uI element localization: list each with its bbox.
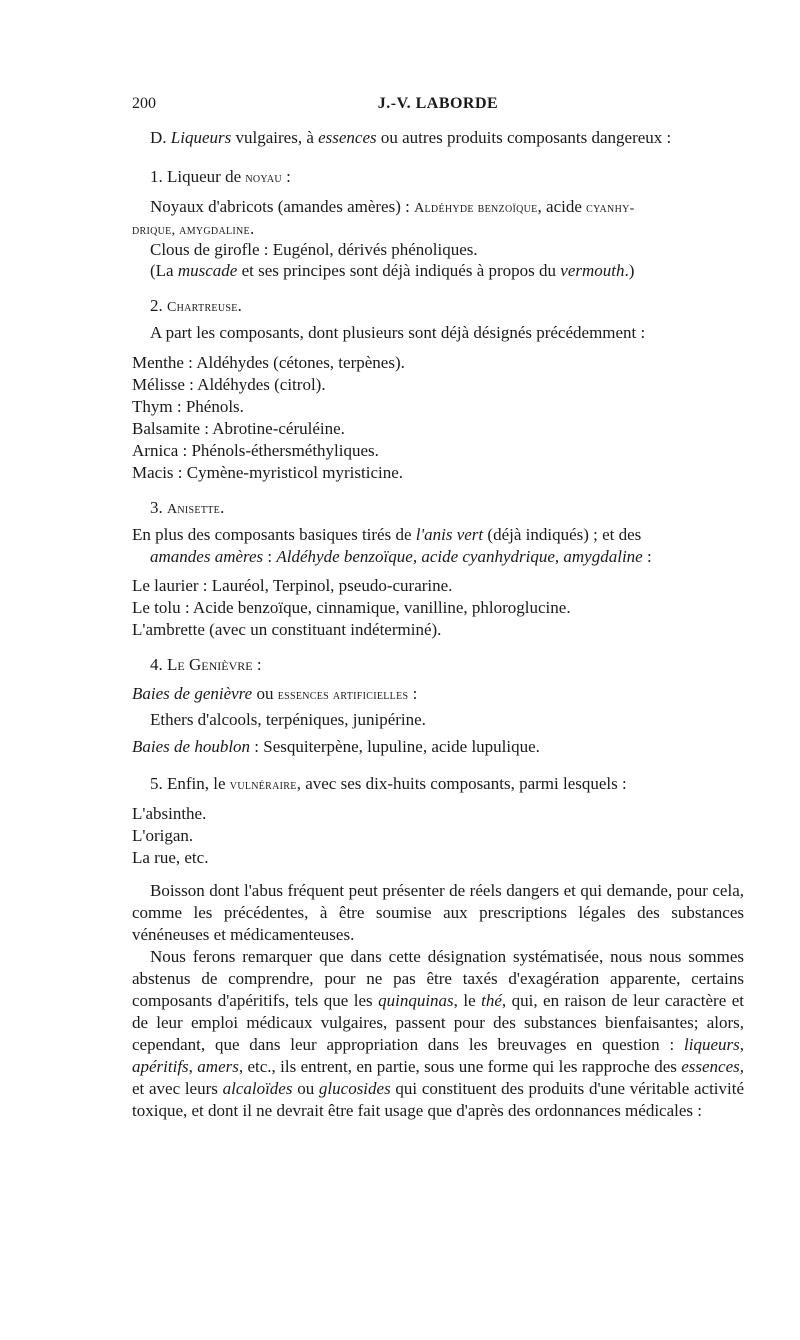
item4-houblon: Baies de houblon : Sesquiterpène, lupuline, acide lupulique. (132, 737, 540, 756)
item2-line: Arnica : Phénols-éthersméthyliques. (132, 441, 379, 460)
item2-line: Balsamite : Abrotine-céruléine. (132, 419, 345, 438)
item4-ethers: Ethers d'alcools, terpéniques, junipérine. (150, 710, 426, 729)
item2-line: Macis : Cymène-myristicol myristicine. (132, 463, 404, 482)
section-d-heading: D. Liqueurs vulgaires, à essences ou autres produits composants dangereux : (150, 128, 672, 147)
item3-line: Le laurier : Lauréol, Terpinol, pseudo-curarine. (132, 576, 453, 595)
page-number: 200 (132, 95, 156, 112)
item4-title: 4. Le Genièvre : (150, 655, 262, 674)
item4-baies: Baies de genièvre ou essences artificielles : (132, 684, 418, 703)
item3-title: 3. Anisette. (150, 498, 225, 517)
item3-intro-line2: amandes amères : Aldéhyde benzoïque, acide cyanhydrique, amygdaline : (150, 547, 652, 566)
item1-noyaux-line: Noyaux d'abricots (amandes amères) : Aldéhyde benzoïque, acide cyanhy- (150, 197, 635, 216)
item5-line: L'origan. (132, 826, 194, 845)
item2-line: Mélisse : Aldéhydes (citrol). (132, 375, 326, 394)
item1-muscade: (La muscade et ses principes sont déjà indiqués à propos du vermouth.) (150, 261, 635, 280)
item5-line: L'absinthe. (132, 804, 207, 823)
running-head-author: J.-V. LABORDE (377, 95, 499, 112)
item3-intro-line1: En plus des composants basiques tirés de l'anis vert (déjà indiqués) ; et des (132, 525, 642, 544)
paragraph-boisson: Boisson dont l'abus fréquent peut présenter de réels dangers et qui demande, pour cela, comme les précédentes, à être soumise aux prescriptions légales des substances vénéneuses et médicamenteuses. (132, 881, 744, 944)
item5-line: La rue, etc. (132, 848, 209, 867)
page-header (132, 93, 744, 115)
item1-title: 1. Liqueur de noyau : (150, 167, 291, 186)
item2-title: 2. Chartreuse. (150, 296, 242, 315)
item3-line: L'ambrette (avec un constituant indéterminé). (132, 620, 442, 639)
item3-line: Le tolu : Acide benzoïque, cinnamique, vanilline, phloroglucine. (132, 598, 571, 617)
item2-line: Menthe : Aldéhydes (cétones, terpènes). (132, 353, 405, 372)
paragraph-remarque: Nous ferons remarquer que dans cette désignation systématisée, nous nous sommes abstenus de comprendre, pour ne pas être taxés d'exagération apparente, certains composants d'apéritifs, tels que les quinquinas, le thé, qui, en raison de leur caractère et de leur emploi médicaux vulgaires, passent pour des substances bienfaisantes; alors, cependant, que dans leur appropriation dans les breuvages en question : liqueurs, apéritifs, amers, etc., ils entrent, en partie, sous une forme qui les rapproche des essences, et avec leurs alcaloïdes ou glucosides qui constituent des produits d'une véritable activité toxique, et dont il ne devrait être fait usage que d'après des ordonnances médicales : (132, 947, 745, 1120)
item2-intro: A part les composants, dont plusieurs sont déjà désignés précédemment : (150, 323, 646, 342)
item5-intro: 5. Enfin, le vulnéraire, avec ses dix-huits composants, parmi lesquels : (150, 774, 627, 793)
item1-clous: Clous de girofle : Eugénol, dérivés phénoliques. (150, 240, 478, 259)
item1-noyaux-cont: drique, amygdaline. (132, 219, 255, 238)
item2-line: Thym : Phénols. (132, 397, 244, 416)
